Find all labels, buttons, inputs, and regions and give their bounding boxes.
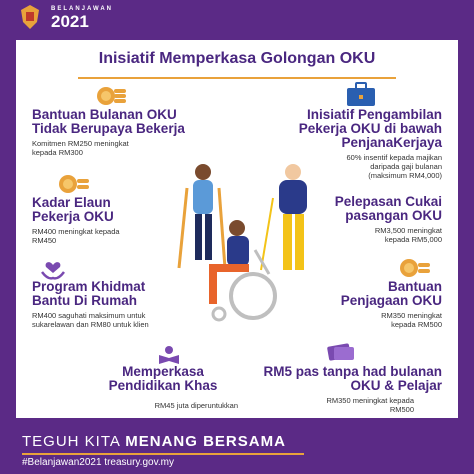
- item-detail: RM350 meningkat kepada RM500: [326, 396, 414, 414]
- item-heading: Bantuan Penjagaan OKU: [340, 279, 442, 308]
- coat-of-arms-icon: [19, 4, 41, 30]
- item-worker-allowance: [32, 196, 162, 245]
- coins-icon: [56, 172, 92, 196]
- briefcase-icon: [345, 82, 377, 108]
- item-heading: Program Khidmat Bantu Di Rumah: [32, 279, 146, 308]
- item-transit-pass: [254, 365, 442, 414]
- transit-pass-icon: [326, 341, 356, 363]
- helping-hands-icon: [40, 256, 66, 280]
- item-detail: RM3,500 meningkat kepada RM5,000: [374, 226, 442, 244]
- item-heading: Bantuan Bulanan OKU Tidak Berupaya Bekerja: [32, 107, 185, 136]
- logo-year: 2021: [51, 12, 89, 31]
- item-heading: RM5 pas tanpa had bulanan OKU & Pelajar: [263, 364, 442, 393]
- item-detail: RM45 juta diperuntukkan: [154, 401, 238, 410]
- item-detail: Komitmen RM250 meningkat kepada RM300: [32, 139, 129, 157]
- item-special-education: [88, 365, 238, 410]
- budget-logo: [51, 6, 113, 30]
- item-detail: RM400 saguhati maksimum untuk sukarelawan dan RM80 untuk klien: [32, 311, 149, 329]
- coins-icon: [92, 84, 128, 108]
- coins-icon: [397, 256, 433, 280]
- logo-small-text: BELANJAWAN: [51, 6, 114, 12]
- item-heading: Pelepasan Cukai pasangan OKU: [334, 194, 442, 223]
- item-tax-relief: [318, 195, 442, 244]
- page-title: Inisiatif Memperkasa Golongan OKU: [98, 50, 376, 67]
- people-illustration: [165, 158, 335, 340]
- item-detail: RM350 meningkat kepada RM500: [381, 311, 442, 329]
- hashtag-link[interactable]: #Belanjawan2021 treasury.gov.my: [22, 457, 174, 468]
- item-heading: Memperkasa Pendidikan Khas: [108, 364, 218, 393]
- slogan-part-a: TEGUH KITA: [22, 433, 121, 450]
- item-monthly-aid: [32, 108, 212, 157]
- item-heading: Kadar Elaun Pekerja OKU: [32, 195, 114, 224]
- item-detail: RM400 meningkat kepada RM450: [32, 227, 120, 245]
- item-care-aid: [322, 280, 442, 329]
- slogan-underline: [22, 453, 304, 455]
- reading-person-icon: [157, 345, 181, 365]
- title-underline: [78, 77, 396, 79]
- item-heading: Inisiatif Pengambilan Pekerja OKU di bawah PenjanaKerjaya: [298, 107, 442, 150]
- slogan: [22, 433, 286, 450]
- slogan-part-b: MENANG BERSAMA: [125, 433, 286, 450]
- item-home-care-program: [32, 280, 172, 329]
- item-detail: 60% insentif kepada majikan daripada gaji bulanan (maksimum RM4,000): [346, 153, 442, 180]
